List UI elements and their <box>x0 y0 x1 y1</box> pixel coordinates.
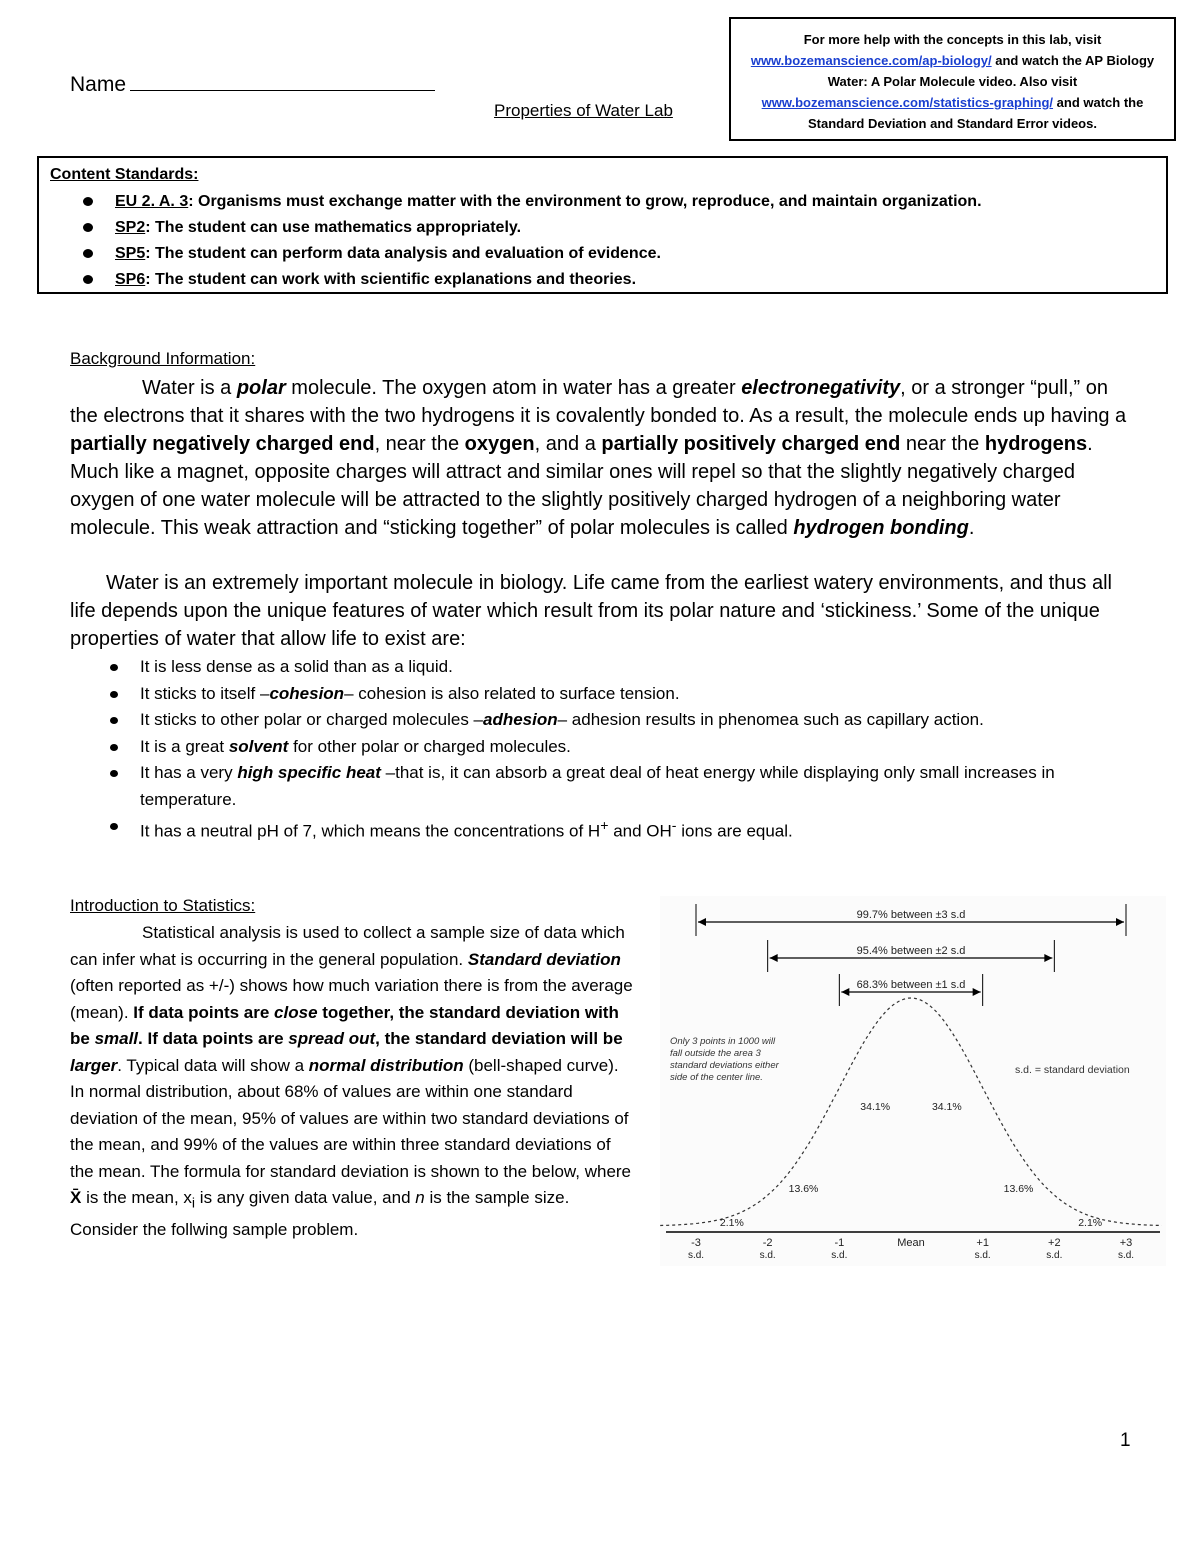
segment-percent-label: 2.1% <box>1078 1217 1103 1229</box>
ap-biology-link[interactable]: www.bozemanscience.com/ap-biology/ <box>750 53 992 68</box>
list-item <box>80 218 1140 237</box>
x-tick-label: +3 <box>1119 1237 1133 1249</box>
x-tick-label: +1 <box>976 1237 989 1249</box>
name-blank-line[interactable] <box>130 72 435 91</box>
chart-annotation: Only 3 points in 1000 will fall outside the area 3 standard deviations either side of the center line. <box>670 1036 779 1083</box>
list-item: It has a neutral pH of 7, which means the concentrations of H+ and OH- ions are equal. <box>105 813 1125 845</box>
list-item <box>80 270 1140 289</box>
standard-code: EU 2. A. 3 <box>115 193 189 210</box>
segment-percent-label: 2.1% <box>719 1217 744 1229</box>
bracket-label: 99.7% between ±3 s.d <box>856 909 966 921</box>
help-text-2: and watch the AP Biology Water: A Polar Molecule video. Also visit <box>827 53 1155 89</box>
standard-code: SP6 <box>115 271 146 288</box>
help-text-1: For more help with the concepts in this lab, visit <box>803 32 1102 47</box>
x-tick-sublabel: s.d. <box>759 1250 776 1261</box>
list-item: It sticks to other polar or charged molecules –adhesion– adhesion results in phenomea such as capillary action. <box>105 707 1125 734</box>
list-item: It is a great solvent for other polar or charged molecules. <box>105 734 1125 761</box>
x-tick-sublabel: s.d. <box>687 1250 705 1261</box>
content-standards-title: Content Standards: <box>50 166 199 183</box>
help-text-3: and watch the Standard Deviation and Standard Error videos. <box>808 95 1144 131</box>
segment-percent-label: 34.1% <box>860 1101 891 1113</box>
statistics-graphing-link[interactable]: www.bozemanscience.com/statistics-graphing/ <box>761 95 1054 110</box>
list-item: It has a very high specific heat –that is, it can absorb a great deal of heat energy while displaying only small increases in temperature. <box>105 760 1125 813</box>
background-paragraph-2: Water is an extremely important molecule in biology. Life came from the earliest watery environments, and thus all life depends upon the unique features of water which result from its polar nature and ‘stickiness.’ Some of the unique properties of water that allow life to exist are: <box>70 572 1112 650</box>
standard-code: SP5 <box>115 245 146 262</box>
x-tick-label: +2 <box>1048 1237 1061 1249</box>
x-tick-label: -3 <box>691 1237 701 1249</box>
help-box <box>729 17 1176 141</box>
name-field <box>70 72 435 97</box>
statistics-heading: Introduction to Statistics: <box>70 896 256 915</box>
x-tick-sublabel: s.d. <box>1117 1250 1135 1261</box>
standard-code: SP2 <box>115 219 146 236</box>
x-tick-label: -1 <box>834 1237 845 1249</box>
standard-text: : The student can use mathematics appropriately. <box>145 219 522 236</box>
background-paragraph-1: Water is a polar molecule. The oxygen atom in water has a greater electronegativity, or a stronger “pull,” on the electrons that it shares with the two hydrogens it is covalently bonded to. As a result, the molecule ends up having a partially negatively charged end, near the oxygen, and a partially positively charged end near the hydrogens. Much like a magnet, opposite charges will attract and similar ones will repel so that the slightly negatively charged oxygen of one water molecule will be attracted to the slightly positively charged hydrogen of a neighboring water molecule. This weak attraction and “sticking together” of polar molecules is called hydrogen bonding. <box>70 377 1127 539</box>
background-heading: Background Information: <box>70 349 256 368</box>
standard-text: : Organisms must exchange matter with the environment to grow, reproduce, and maintain organization. <box>188 193 982 210</box>
segment-percent-label: 34.1% <box>931 1101 962 1113</box>
x-tick-label: Mean <box>897 1237 925 1249</box>
list-item <box>80 192 1140 211</box>
statistics-paragraph: Statistical analysis is used to collect a sample size of data which can infer what is occurring in the general population. Standard deviation (often reported as +/-) shows how much variation there is from the average (mean). If data points are close together, the standard deviation with be small. If data points are spread out, the standard deviation will be larger. Typical data will show a normal distribution (bell-shaped curve). In normal distribution, about 68% of values are within one standard deviation of the mean, 95% of values are within two standard deviations of the mean, and 99% of the values are within three standard deviations of the mean. The formula for standard deviation is shown to the below, where X̄ is the mean, $x_i$ is any given data value, and n is the sample size. Consider the follwing sample problem. <box>70 923 633 1239</box>
chart-legend-note: s.d. = standard deviation <box>1015 1064 1130 1076</box>
x-tick-sublabel: s.d. <box>974 1250 991 1261</box>
list-item <box>80 244 1140 263</box>
segment-percent-label: 13.6% <box>788 1183 819 1195</box>
content-standards-list <box>80 192 1140 296</box>
standard-text: : The student can work with scientific explanations and theories. <box>145 271 637 288</box>
x-tick-label: -2 <box>762 1237 773 1249</box>
standard-text: : The student can perform data analysis and evaluation of evidence. <box>145 245 661 262</box>
x-tick-sublabel: s.d. <box>831 1250 848 1261</box>
list-item: It sticks to itself –cohesion– cohesion is also related to surface tension. <box>105 681 1125 708</box>
normal-distribution-chart <box>660 896 1166 1266</box>
name-label: Name <box>70 73 127 96</box>
water-properties-list <box>105 654 1125 845</box>
lab-title: Properties of Water Lab <box>494 101 673 120</box>
segment-percent-label: 13.6% <box>1003 1183 1034 1195</box>
bracket-label: 68.3% between ±1 s.d <box>856 979 966 991</box>
list-item: It is less dense as a solid than as a liquid. <box>105 654 1125 681</box>
bracket-label: 95.4% between ±2 s.d <box>856 945 966 957</box>
x-tick-sublabel: s.d. <box>1046 1250 1063 1261</box>
page-number: 1 <box>1120 1430 1131 1451</box>
